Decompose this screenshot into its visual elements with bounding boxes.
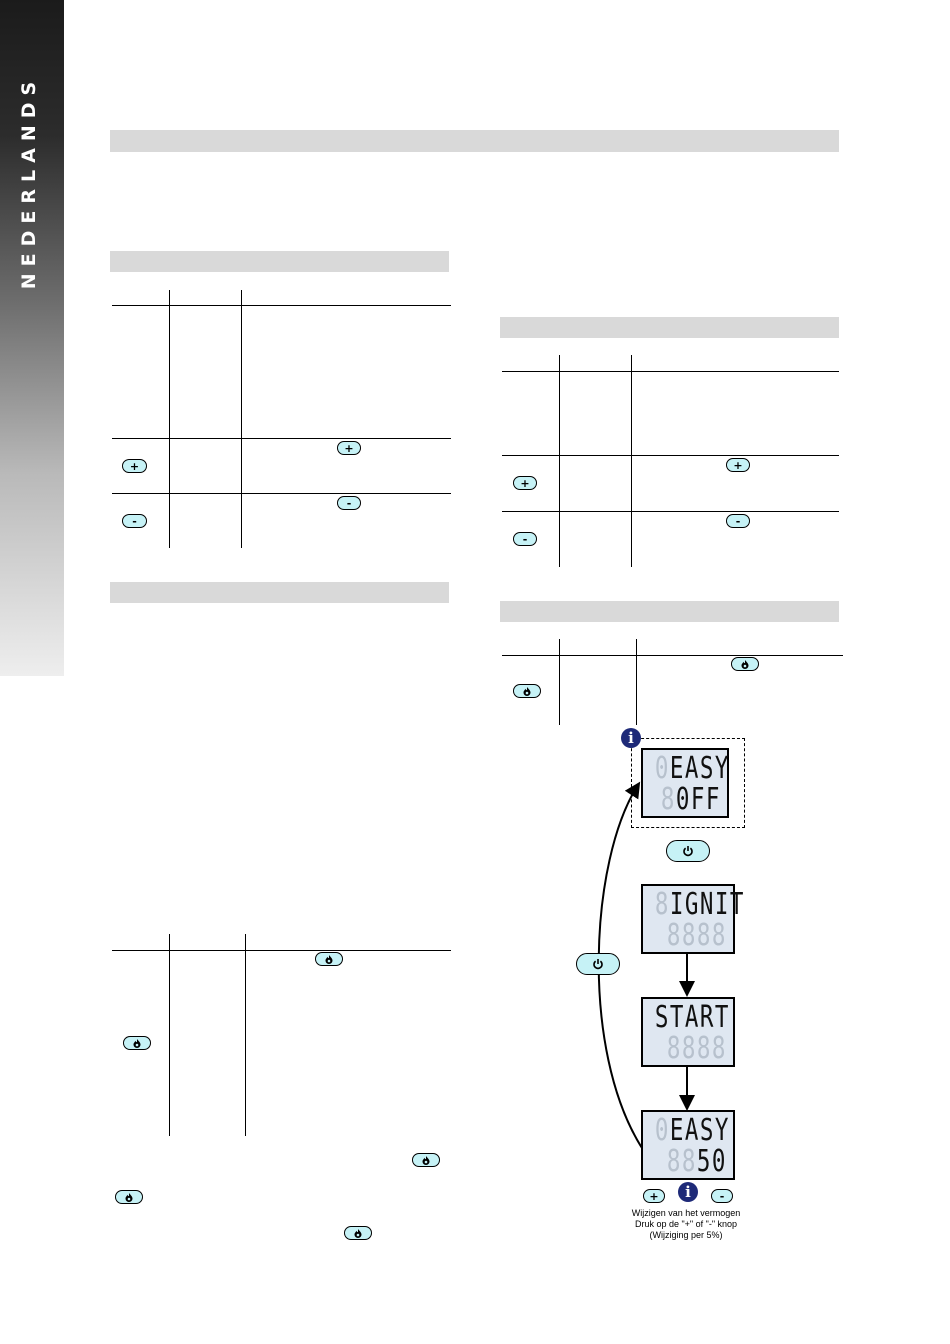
lcd-char: T bbox=[729, 887, 744, 922]
lcd-screen-easy-50 bbox=[641, 1110, 735, 1180]
caption-line: (Wijziging per 5%) bbox=[649, 1230, 723, 1240]
power-button[interactable] bbox=[576, 953, 620, 975]
lcd-char: T bbox=[669, 1000, 684, 1035]
table-row-line bbox=[112, 493, 451, 494]
flame-icon bbox=[124, 1192, 134, 1202]
lcd-char: 8 bbox=[711, 918, 726, 953]
power-icon bbox=[592, 958, 604, 970]
caption-line: Druk op de "+" of "-" knop bbox=[634, 1219, 738, 1229]
lcd-char: 0 bbox=[654, 751, 669, 786]
caption-line: Wijzigen van het vermogen bbox=[631, 1208, 741, 1218]
plus-button[interactable]: + bbox=[643, 1189, 665, 1203]
lcd-char bbox=[655, 1035, 664, 1063]
flame-icon bbox=[421, 1155, 431, 1165]
table-column-divider bbox=[631, 355, 632, 567]
lcd-char: 8 bbox=[681, 1031, 696, 1066]
lcd-char: E bbox=[669, 751, 684, 786]
section-header-bar bbox=[110, 251, 449, 272]
table-header-line bbox=[502, 371, 839, 372]
flame-icon bbox=[324, 954, 334, 964]
lcd-char: 8 bbox=[681, 1144, 696, 1179]
table-row-line bbox=[112, 438, 451, 439]
lcd-char: 8 bbox=[654, 887, 669, 922]
flame-button-inline bbox=[344, 1226, 372, 1240]
flame-button[interactable] bbox=[123, 1036, 151, 1050]
lcd-char: 8 bbox=[660, 782, 675, 817]
lcd-char: F bbox=[690, 782, 705, 817]
lcd-char: 0 bbox=[654, 1113, 669, 1148]
table-column-divider bbox=[241, 290, 242, 548]
lcd-char: R bbox=[699, 1000, 714, 1035]
lcd-char: A bbox=[684, 751, 699, 786]
lcd-screen-start bbox=[641, 997, 735, 1067]
flame-icon bbox=[132, 1038, 142, 1048]
table-row-line bbox=[502, 511, 839, 512]
lcd-char: E bbox=[669, 1113, 684, 1148]
main-heading-bar bbox=[110, 130, 839, 152]
lcd-char: A bbox=[684, 1113, 699, 1148]
lcd-bottom-row bbox=[653, 1031, 726, 1066]
lcd-bottom-row bbox=[653, 1144, 726, 1179]
section-header-bar bbox=[500, 601, 839, 622]
lcd-char: G bbox=[684, 887, 699, 922]
lcd-char: 8 bbox=[681, 918, 696, 953]
table-row-line bbox=[502, 455, 839, 456]
minus-button[interactable]: - bbox=[711, 1189, 733, 1203]
flame-icon bbox=[353, 1228, 363, 1238]
lcd-char: 8 bbox=[666, 1144, 681, 1179]
lcd-char: I bbox=[714, 887, 729, 922]
table-column-divider bbox=[169, 290, 170, 548]
table-column-divider bbox=[636, 639, 637, 725]
power-change-caption bbox=[606, 1208, 766, 1241]
lcd-char: N bbox=[699, 887, 714, 922]
info-icon: i bbox=[678, 1182, 698, 1202]
power-icon bbox=[682, 845, 694, 857]
lcd-char: 8 bbox=[696, 918, 711, 953]
flame-icon bbox=[740, 659, 750, 669]
lcd-char: S bbox=[699, 751, 714, 786]
table-header-line bbox=[112, 305, 451, 306]
table-column-divider bbox=[245, 934, 246, 1136]
plus-button-ref: + bbox=[337, 441, 361, 455]
minus-button-ref: - bbox=[337, 496, 361, 510]
plus-button-ref: + bbox=[726, 458, 750, 472]
section-header-bar bbox=[110, 582, 449, 603]
lcd-char: 0 bbox=[711, 1144, 726, 1179]
section-header-bar bbox=[500, 317, 839, 338]
lcd-char: Y bbox=[714, 1113, 729, 1148]
plus-button[interactable]: + bbox=[122, 459, 147, 473]
lcd-char: T bbox=[714, 1000, 729, 1035]
lcd-char: 8 bbox=[666, 1031, 681, 1066]
lcd-top-row bbox=[653, 751, 729, 786]
lcd-char: I bbox=[669, 887, 684, 922]
power-button[interactable] bbox=[666, 840, 710, 862]
table-column-divider bbox=[169, 934, 170, 1136]
minus-button[interactable]: - bbox=[513, 532, 537, 546]
lcd-char bbox=[654, 786, 659, 814]
flame-button[interactable] bbox=[513, 684, 541, 698]
lcd-screen-ignit bbox=[641, 884, 744, 954]
lcd-char: 8 bbox=[711, 1031, 726, 1066]
lcd-char: A bbox=[684, 1000, 699, 1035]
flame-button-ref bbox=[315, 952, 343, 966]
lcd-char: 5 bbox=[696, 1144, 711, 1179]
lcd-char: Y bbox=[714, 751, 729, 786]
lcd-char bbox=[655, 1148, 664, 1176]
lcd-char: 8 bbox=[666, 918, 681, 953]
lcd-bottom-row bbox=[653, 918, 726, 953]
flame-button-inline bbox=[115, 1190, 143, 1204]
lcd-char: S bbox=[699, 1113, 714, 1148]
lcd-bottom-row bbox=[653, 782, 720, 817]
language-label: NEDERLANDS bbox=[18, 74, 40, 290]
info-icon: i bbox=[621, 728, 641, 748]
lcd-screen-easy-off bbox=[641, 748, 729, 818]
table-column-divider bbox=[559, 639, 560, 725]
table-column-divider bbox=[559, 355, 560, 567]
lcd-top-row bbox=[653, 887, 744, 922]
flame-button-ref bbox=[731, 657, 759, 671]
table-header-line bbox=[112, 950, 451, 951]
plus-button[interactable]: + bbox=[513, 476, 537, 490]
lcd-char: 8 bbox=[696, 1031, 711, 1066]
lcd-top-row bbox=[653, 1113, 729, 1148]
lcd-char: F bbox=[705, 782, 720, 817]
flame-button-inline bbox=[412, 1153, 440, 1167]
lcd-char: S bbox=[654, 1000, 669, 1035]
flame-icon bbox=[522, 686, 532, 696]
table-header-line bbox=[502, 655, 843, 656]
minus-button[interactable]: - bbox=[122, 514, 147, 528]
lcd-char: 0 bbox=[675, 782, 690, 817]
lcd-top-row bbox=[653, 1000, 729, 1035]
lcd-char bbox=[655, 922, 664, 950]
minus-button-ref: - bbox=[726, 514, 750, 528]
